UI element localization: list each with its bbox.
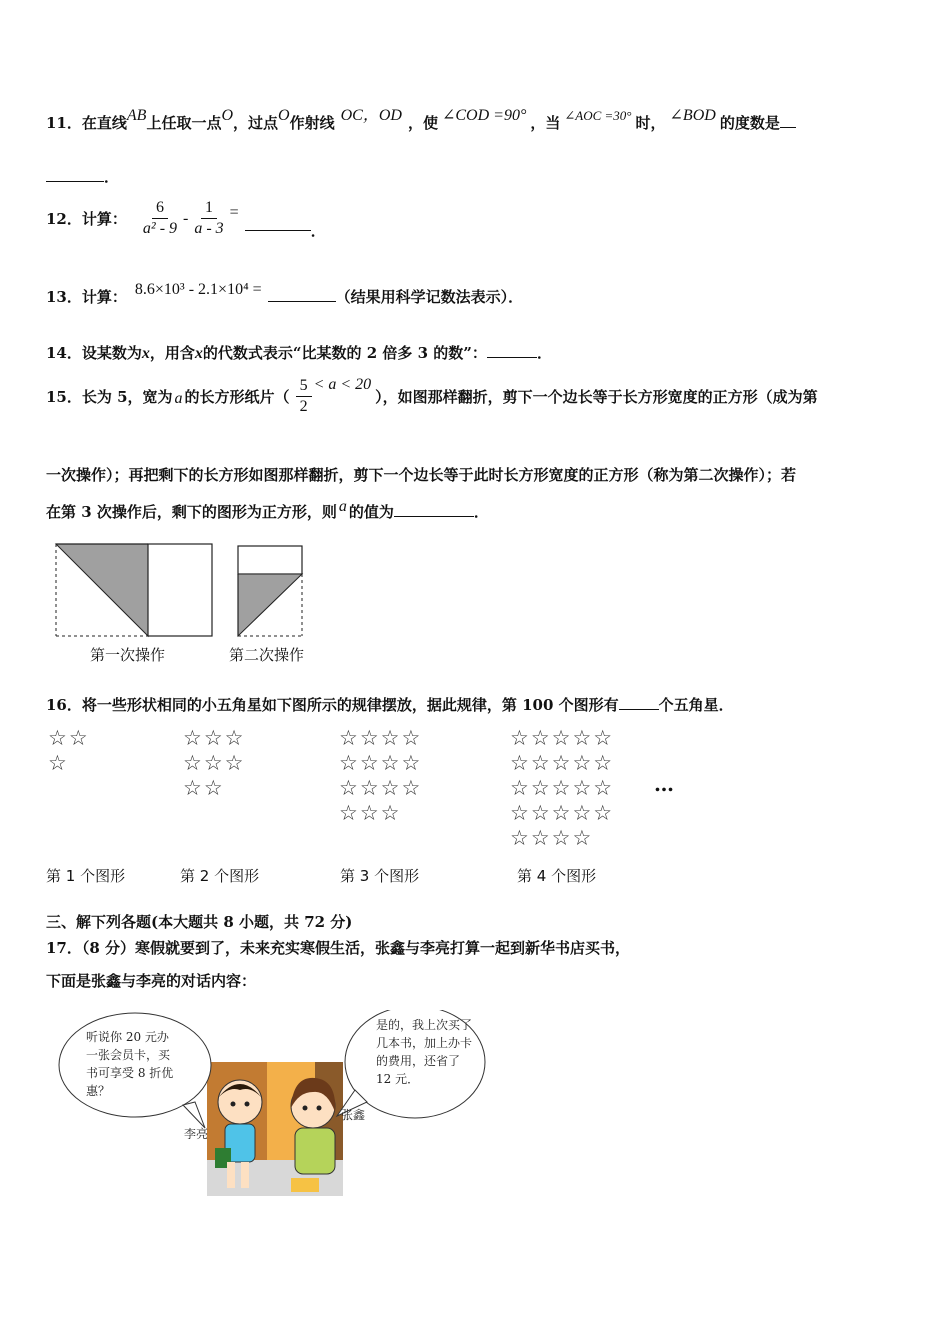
answer-blank[interactable] (619, 709, 659, 710)
star-pattern-3: ☆☆☆☆ ☆☆☆☆ ☆☆☆☆ ☆☆☆ (339, 726, 423, 825)
answer-blank[interactable] (487, 357, 537, 358)
question-17: 17．（8 分）寒假就要到了，未来充实寒假生活，张鑫与李亮打算一起到新华书店买书， (46, 939, 631, 957)
pattern-caption-1: 第 1 个图形 (46, 867, 126, 885)
answer-blank[interactable] (245, 230, 311, 231)
question-15: 15． 长为 5，宽为 a 的长方形纸片（ $\frac{5}{2}$ < a < 20 ），如图那样翻折，剪下一个边长等于长方形宽度的正方形（成为第 (46, 375, 818, 415)
fraction-1: $\frac{6}{\text{a² - 9}}$ (142, 199, 178, 237)
ellipsis: … (654, 772, 674, 796)
question-12: 12． 计算： $\frac{6}{\text{a² - 9}}$ - $\frac{1}{a - 3}$ = ． (46, 199, 326, 240)
answer-blank[interactable] (780, 127, 796, 128)
star-pattern-2: ☆☆☆ ☆☆☆ ☆☆ (183, 726, 246, 800)
pattern-caption-3: 第 3 个图形 (340, 867, 420, 885)
remaining-rect-1 (148, 544, 212, 636)
question-13: 13．计算： 8.6×10³ - 2.1×10⁴ = （结果用科学记数法表示）． (46, 281, 524, 306)
figure-caption-1: 第一次操作 (90, 646, 166, 664)
figure-caption-2: 第二次操作 (229, 646, 305, 664)
question-11: 11．在直线AB上任取一点O，过点O作射线 OC，OD ，使 ∠COD =90° ，当 ∠AOC =30° 时， ∠BOD 的度数是 (46, 110, 796, 133)
paper-folding-figure (52, 540, 312, 640)
answer-blank[interactable] (46, 181, 104, 182)
question-17-line-2: 下面是张鑫与李亮的对话内容： (46, 972, 257, 990)
fraction-5-2: $\frac{5}{2}$ (296, 376, 312, 417)
bubble-left-text: 听说你 20 元办一张会员卡，买书可享受 8 折优惠？ (86, 1030, 174, 1098)
question-15-line-3: 在第 3 次操作后，剩下的图形为正方形，则 a 的值为 ． (46, 498, 489, 521)
star-pattern-1: ☆☆ ☆ (48, 726, 90, 775)
section-heading: 三、解下列各题(本大题共 8 小题，共 72 分) (46, 913, 353, 931)
question-14: 14．设某数为x，用含x的代数式表示“比某数的 2 倍多 3 的数”： ． (46, 344, 552, 362)
name-zhang-xin: 张鑫 (341, 1108, 366, 1122)
question-16: 16．将一些形状相同的小五角星如下图所示的规律摆放，据此规律，第 100 个图形有 个五角星． (46, 696, 734, 714)
question-11-cont: ． (46, 166, 119, 187)
fraction-2: $\frac{1}{a - 3}$ (194, 199, 224, 237)
name-li-liang: 李亮 (184, 1127, 209, 1141)
pattern-caption-2: 第 2 个图形 (180, 867, 260, 885)
remaining-rect-2 (238, 546, 302, 574)
question-15-line-2: 一次操作）；再把剩下的长方形如图那样翻折，剪下一个边长等于此时长方形宽度的正方形（称为第二次操作）；若 (46, 466, 797, 484)
folded-triangle-2 (238, 574, 302, 636)
pattern-caption-4: 第 4 个图形 (517, 867, 597, 885)
answer-blank[interactable] (394, 516, 474, 517)
folded-triangle-1 (56, 544, 148, 636)
zhang-xin-body (295, 1128, 335, 1174)
answer-blank[interactable] (268, 301, 336, 302)
bubble-right-text: 是的，我上次买了几本书，加上办卡的费用，还省了 12 元． (376, 1018, 473, 1086)
star-pattern-4: ☆☆☆☆☆ ☆☆☆☆☆ ☆☆☆☆☆ ☆☆☆☆☆ ☆☆☆☆ (510, 726, 615, 850)
